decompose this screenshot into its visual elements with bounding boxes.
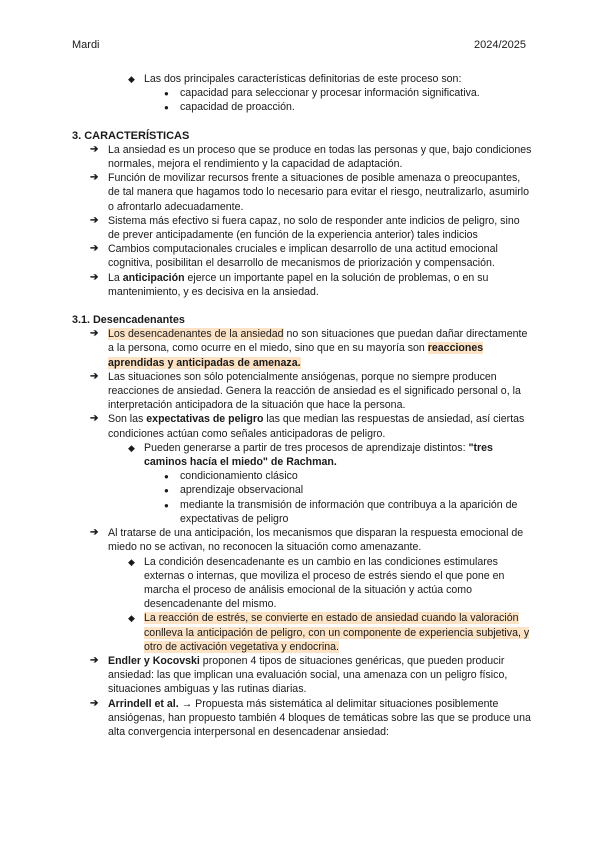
header-left: Mardi (72, 39, 100, 51)
arrow-bullet-icon: ➔ (90, 243, 99, 255)
arrow-bullet-icon: ➔ (90, 527, 99, 539)
header-right: 2024/2025 (474, 39, 526, 51)
arrow-bullet-icon: ➔ (90, 172, 99, 184)
list-item: ➔ La ansiedad es un proceso que se produce en todas las personas y que, bajo condiciones normales, mejora el rendimiento y la capacidad de adaptación. (90, 143, 532, 171)
intro-item: ● capacidad de proacción. (72, 100, 532, 114)
highlighted-text: Los desencadenantes de la ansiedad (108, 328, 284, 341)
sub-bullet (72, 611, 532, 654)
sub-bullet: ◆ La condición desencadenante es un cambio en las condiciones estimulares externas o internas, que moviliza el proceso de estrés siendo el que pone en marcha el proceso de análisis emocional de la situación y actúa como desencadenante del mismo. (128, 555, 505, 611)
arrow-bullet-icon: ➔ (90, 697, 99, 709)
arrow-bullet-icon: ➔ (90, 143, 99, 155)
list-item: ➔ Función de movilizar recursos frente a situaciones de posible amenaza o preocupantes, de tal manera que hagamos todo lo necesario para evitar el riesgo, neutralizarlo, asumirlo o afrontarlo adecuadamente. (90, 172, 530, 213)
dot-bullet-icon: ● (164, 472, 169, 482)
list-item: ➔ Sistema más efectivo si fuera capaz, no solo de responder ante indicios de peligro, sino de prever anticipadamente (en función de la experiencia anterior) tales indicios (90, 214, 520, 242)
diamond-bullet-icon: ◆ (128, 613, 135, 624)
section-3-title: 3. CARACTERÍSTICAS (72, 129, 190, 142)
dot-bullet-icon: ● (164, 500, 169, 510)
arrow-bullet-icon: ➔ (90, 271, 99, 283)
diamond-bullet-icon: ◆ (128, 442, 135, 453)
list-item: ➔ Son las expectativas de peligro las que median las respuestas de ansiedad, así ciertas condiciones actúan como señales anticipadoras de peligro. (90, 413, 525, 440)
dot-bullet-icon: ● (164, 89, 169, 99)
highlighted-bold-text: reacciones aprendidas y anticipadas de amenaza. (108, 342, 484, 369)
arrow-bullet-icon: ➔ (90, 214, 99, 226)
intro-bullet: ◆ Las dos principales características definitorias de este proceso son: (128, 73, 462, 85)
diamond-bullet-icon: ◆ (128, 556, 135, 567)
dot-bullet-icon: ● (164, 486, 169, 496)
arrow-bullet-icon: ➔ (90, 370, 99, 382)
intro-item: ● capacidad para seleccionar y procesar información significativa. (72, 86, 532, 100)
list-item: ➔ Cambios computacionales cruciales e implican desarrollo de una actitud emocional cognitiva, posibilitan el desarrollo de mecanismos de priorización y compensación. (90, 243, 498, 270)
arrow-bullet-icon: ➔ (90, 328, 99, 340)
list-item: ➔ La anticipación ejerce un importante papel en la solución de problemas, o en su mantenimiento, y es decisiva en la ansiedad. (90, 271, 489, 298)
list-item: ➔ Los desencadenantes de la ansiedad no son situaciones que puedan dañar directamente a la persona, como ocurre en el miedo, sino que en su mayoría son reacciones aprendidas y anticipadas de amenaza. (90, 328, 528, 369)
list-item: ➔ Arrindell et al. → Propuesta más sistemática al delimitar situaciones posiblemente ansiógenas, han propuesto también 4 bloques de temáticas sobre las que se produce una alta convergencia interpersonal en desencadenar ansiedad: (90, 697, 531, 738)
highlighted-text: La reacción de estrés, se convierte en estado de ansiedad cuando la valoración conlleva la anticipación de peligro, con un componente de experiencia subjetiva, y otro de activación vegetativa y endocrina. (144, 612, 530, 653)
diamond-bullet-icon: ◆ (128, 74, 135, 84)
sub-sub-item: ● aprendizaje observacional (72, 483, 532, 497)
document-body (72, 72, 532, 739)
list-item: ➔ Al tratarse de una anticipación, los mecanismos que disparan la respuesta emocional de miedo no se activan, no reconocen la situación como amenazante. (90, 527, 524, 554)
sub-sub-item: ● mediante la transmisión de información que contribuya a la aparición de expectativas de peligro (164, 498, 518, 525)
dot-bullet-icon: ● (164, 103, 169, 113)
list-item: ➔ Las situaciones son sólo potencialmente ansiógenas, porque no siempre producen reacciones de ansiedad. Genera la reacción de ansiedad es el significado personal o, la interpretación anticipadora de la situación que hace la persona. (90, 370, 521, 412)
section-3-1-title: 3.1. Desencadenantes (72, 314, 185, 327)
arrow-bullet-icon: ➔ (90, 654, 99, 666)
list-item: ➔ Endler y Kocovski proponen 4 tipos de situaciones genéricas, que pueden producir ansiedad: las que implican una evaluación social, una amenaza con un peligro físico, situaciones ambiguas y las rutinas diarias. (90, 654, 508, 696)
arrow-bullet-icon: ➔ (90, 413, 99, 425)
sub-sub-item: ● condicionamiento clásico (72, 469, 532, 483)
sub-bullet: ◆ Pueden generarse a partir de tres procesos de aprendizaje distintos: "tres caminos hacía el miedo" de Rachman. (128, 441, 493, 469)
